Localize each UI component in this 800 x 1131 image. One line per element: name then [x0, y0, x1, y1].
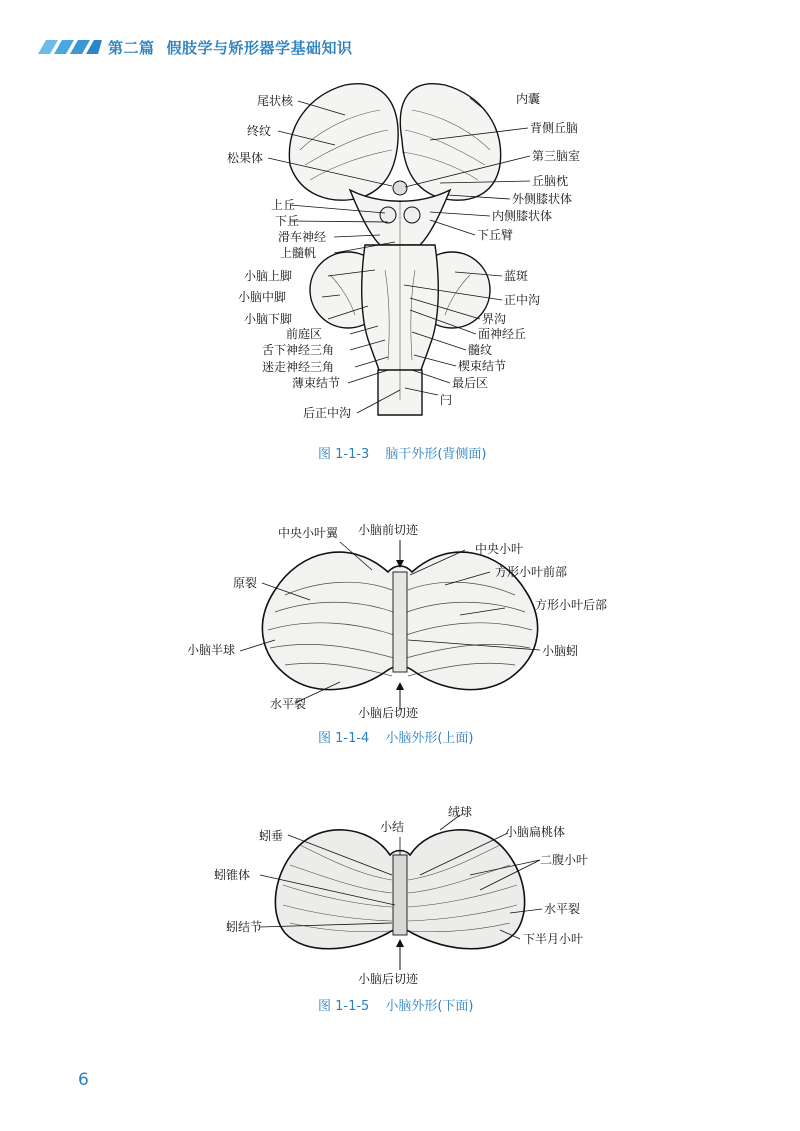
brainstem-illustration	[0, 70, 800, 470]
label-superior-medullary-velum: 上髓帆	[280, 246, 317, 260]
label-tuber-vermis: 蚓结节	[226, 920, 263, 934]
label-brachium-inferior-colliculus: 下丘臂	[477, 228, 514, 242]
label-third-ventricle: 第三脑室	[532, 149, 581, 163]
label-trochlear-nerve: 滑车神经	[278, 230, 327, 244]
label-vestibular-area: 前庭区	[286, 327, 323, 341]
caption-title: 小脑外形(上面)	[385, 731, 474, 746]
header-title	[108, 37, 365, 58]
label-pineal-body: 松果体	[227, 151, 264, 165]
label-superior-colliculus: 上丘	[271, 198, 296, 212]
page-header	[0, 0, 800, 70]
label-pulvinar: 丘脑枕	[532, 174, 569, 188]
header-part: 第二篇	[108, 39, 155, 57]
label-sulcus-limitans: 界沟	[482, 312, 507, 326]
figure-cerebellum-superior	[0, 520, 800, 750]
figure-caption-1-1-4	[318, 727, 473, 746]
page-number: 6	[78, 1070, 89, 1090]
label-dorsal-thalamus: 背侧丘脑	[530, 121, 579, 135]
label-horizontal-fissure: 水平裂	[544, 902, 581, 916]
figure-cerebellum-inferior	[0, 805, 800, 1020]
label-posterior-cerebellar-notch: 小脑后切迹	[358, 706, 419, 720]
label-cerebellar-tonsil: 小脑扁桃体	[505, 825, 566, 839]
label-posterior-median-sulcus: 后正中沟	[303, 406, 352, 420]
caption-number: 图 1-1-4	[318, 731, 370, 746]
label-caudate-nucleus: 尾状核	[257, 94, 294, 108]
label-horizontal-fissure: 水平裂	[270, 697, 307, 711]
label-wing-central-lobule: 中央小叶翼	[278, 526, 339, 540]
label-inferior-semilunar-lobule: 下半月小叶	[523, 932, 584, 946]
label-internal-capsule: 内囊	[516, 92, 541, 106]
label-flocculus: 绒球	[448, 805, 473, 819]
label-stria-terminalis: 终纹	[247, 124, 272, 138]
label-pyramid: 蚓锥体	[214, 868, 251, 882]
label-central-lobule: 中央小叶	[475, 542, 524, 556]
label-obex: 闩	[440, 393, 453, 407]
label-inferior-colliculus: 下丘	[275, 214, 300, 228]
label-locus-ceruleus: 蓝斑	[504, 269, 529, 283]
caption-title: 脑干外形(背侧面)	[385, 447, 487, 462]
label-quadrangular-lobule-anterior: 方形小叶前部	[495, 565, 568, 579]
label-superior-cerebellar-peduncle: 小脑上脚	[244, 269, 293, 283]
label-medial-geniculate-body: 内侧膝状体	[492, 209, 553, 223]
label-cuneate-tubercle: 楔束结节	[458, 359, 507, 373]
header-chapter-title: 假肢学与矫形器学基础知识	[166, 39, 353, 57]
label-nodulus: 小结	[380, 820, 405, 834]
label-gracile-tubercle: 薄束结节	[292, 376, 341, 390]
caption-number: 图 1-1-5	[318, 999, 370, 1014]
label-anterior-cerebellar-notch: 小脑前切迹	[358, 523, 419, 537]
figure-brainstem	[0, 70, 800, 470]
label-striae-medullares: 髓纹	[468, 343, 493, 357]
label-facial-colliculus: 面神经丘	[478, 327, 527, 341]
label-vermis: 小脑蚓	[542, 644, 579, 658]
label-middle-cerebellar-peduncle: 小脑中脚	[238, 290, 287, 304]
label-cerebellar-hemisphere: 小脑半球	[187, 643, 236, 657]
caption-number: 图 1-1-3	[318, 447, 370, 462]
label-primary-fissure: 原裂	[233, 576, 258, 590]
cerebellum-inferior-illustration	[0, 805, 800, 1020]
label-posterior-cerebellar-notch: 小脑后切迹	[358, 972, 419, 986]
label-vagal-triangle: 迷走神经三角	[262, 360, 335, 374]
label-hypoglossal-triangle: 舌下神经三角	[262, 343, 335, 357]
figure-caption-1-1-3	[318, 443, 486, 462]
label-uvula: 蚓垂	[259, 829, 284, 843]
figure-caption-1-1-5	[318, 995, 473, 1014]
header-stripes-decoration	[38, 40, 102, 54]
label-quadrangular-lobule-posterior: 方形小叶后部	[535, 598, 608, 612]
label-lateral-geniculate-body: 外侧膝状体	[512, 192, 573, 206]
label-median-sulcus: 正中沟	[504, 293, 541, 307]
label-biventral-lobule: 二腹小叶	[540, 853, 589, 867]
label-inferior-cerebellar-peduncle: 小脑下脚	[244, 312, 293, 326]
label-area-postrema: 最后区	[452, 376, 489, 390]
caption-title: 小脑外形(下面)	[385, 999, 474, 1014]
